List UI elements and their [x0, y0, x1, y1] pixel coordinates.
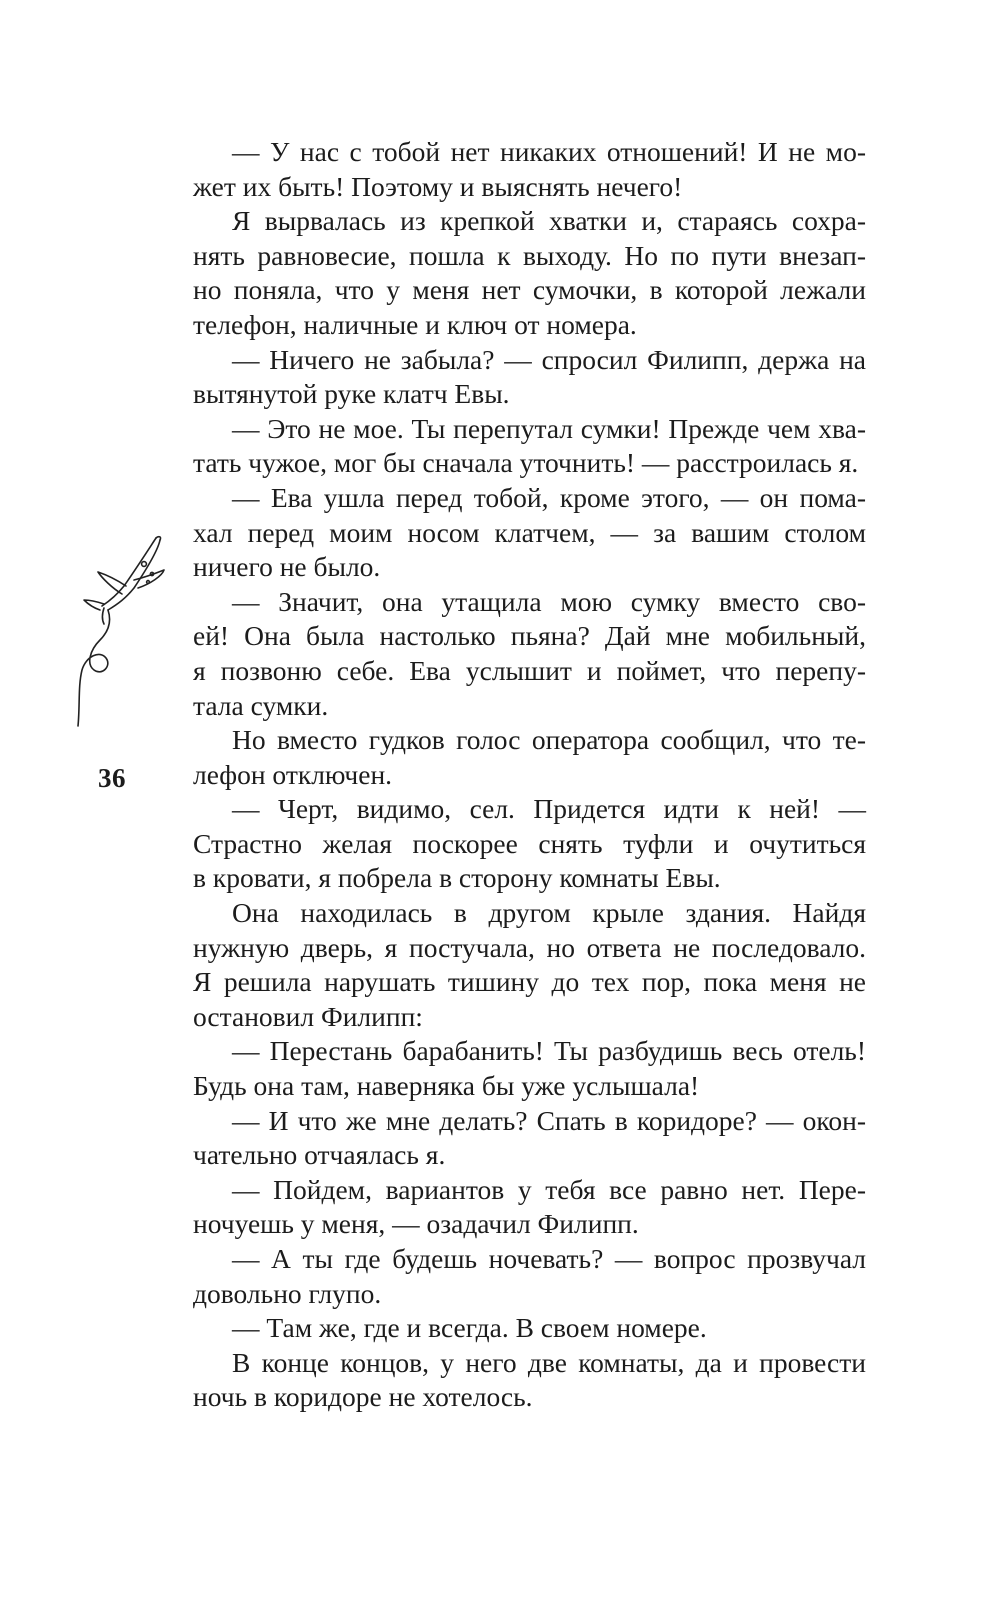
text-line: но поняла, что у меня нет сумочки, в которой лежали	[193, 274, 866, 306]
text-line: — Это не мое. Ты перепутал сумки! Прежде чем хва-	[232, 412, 866, 444]
text-line: — А ты где будешь ночевать? — вопрос прозвучал	[232, 1243, 866, 1274]
text-line: лефон отключен.	[193, 758, 393, 790]
text-line: Будь она там, наверняка бы уже услышала!	[193, 1070, 700, 1102]
text-line: остановил Филипп:	[193, 1000, 423, 1032]
text-line: — Черт, видимо, сел. Придется идти к ней! —	[232, 793, 866, 825]
text-line: тала сумки.	[193, 689, 329, 721]
text-line: нять равновесие, пошла к выходу. Но по пути внезап-	[193, 239, 866, 271]
text-line: Страстно желая поскорее снять туфли и очутиться	[193, 827, 866, 859]
text-line: Я решила нарушать тишину до тех пор, пока меня не	[193, 966, 866, 998]
text-line: жет их быть! Поэтому и выяснять нечего!	[193, 170, 683, 202]
text-line: ночуешь у меня, — озадачил Филипп.	[193, 1208, 639, 1240]
airplane-flourish-icon	[68, 530, 178, 730]
text-line: — Перестань барабанить! Ты разбудишь весь отель!	[232, 1035, 866, 1067]
page-number: 36	[98, 763, 126, 793]
text-line: — Ничего не забыла? — спросил Филипп, держа на	[232, 343, 866, 375]
text-line: В конце концов, у него две комнаты, да и провести	[232, 1346, 866, 1378]
text-line: ночь в коридоре не хотелось.	[193, 1381, 533, 1413]
text-line: — Значит, она утащила мою сумку вместо сво-	[232, 585, 866, 617]
text-line: — Там же, где и всегда. В своем номере.	[232, 1312, 707, 1344]
text-line: вытянутой руке клатч Евы.	[193, 378, 510, 410]
text-line: — Пойдем, вариантов у тебя все равно нет. Пере-	[232, 1173, 866, 1205]
text-line: хал перед моим носом клатчем, — за вашим столом	[193, 516, 866, 548]
text-line: я позвоню себе. Ева услышит и поймет, что перепу-	[193, 654, 866, 686]
text-line: — У нас с тобой нет никаких отношений! И не мо-	[232, 136, 866, 167]
text-line: нужную дверь, я постучала, но ответа не последовало.	[193, 931, 866, 963]
text-line: ей! Она была настолько пьяна? Дай мне мобильный,	[193, 620, 866, 652]
text-line: в кровати, я побрела в сторону комнаты Евы.	[193, 862, 721, 894]
text-line: Она находилась в другом крыле здания. Найдя	[232, 897, 866, 929]
text-line: тать чужое, мог бы сначала уточнить! — расстроилась я.	[193, 447, 859, 479]
text-line: — И что же мне делать? Спать в коридоре? — окон-	[232, 1104, 866, 1136]
text-line: чательно отчаялась я.	[193, 1139, 446, 1171]
body-text	[193, 135, 866, 1415]
text-line: довольно глупо.	[193, 1277, 382, 1309]
text-line: Я вырвалась из крепкой хватки и, стараясь сохра-	[232, 205, 866, 237]
text-line: телефон, наличные и ключ от номера.	[193, 308, 637, 340]
text-line: — Ева ушла перед тобой, кроме этого, — он пома-	[232, 481, 866, 513]
text-line: Но вместо гудков голос оператора сообщил, что те-	[232, 724, 866, 756]
text-line: ничего не было.	[193, 551, 381, 583]
